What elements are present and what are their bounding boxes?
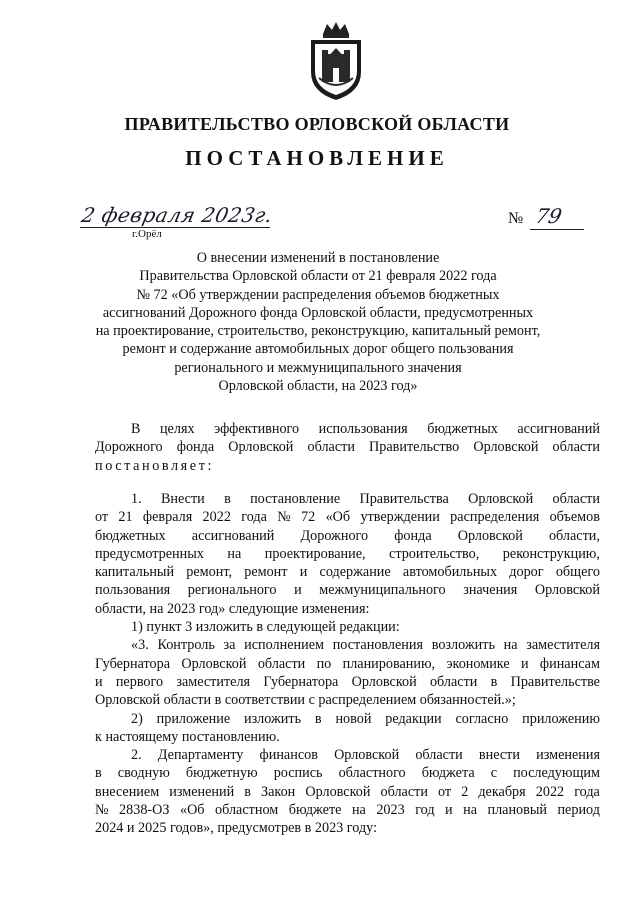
text-line: к настоящему постановлению. [95,728,280,745]
title-line: Орловской области, на 2023 год» [218,378,418,395]
text-line: капитальный ремонт, ремонт и содержание автомобильных дорог общего [95,564,600,581]
organization-name: ПРАВИТЕЛЬСТВО ОРЛОВСКОЙ ОБЛАСТИ [124,114,510,134]
text-line: области, на 2023 год» следующие изменения: [95,600,370,617]
handwritten-date: 2 февраля 2023г. [79,203,276,227]
title-line: на проектирование, строительство, реконструкцию, капитальный ремонт, [95,323,541,340]
date-underline [80,227,270,228]
text-line: 2. Департаменту финансов Орловской области внести изменения [131,747,600,764]
coat-of-arms-emblem [305,18,367,102]
title-line: ассигнований Дорожного фонда Орловской области, предусмотренных [102,304,534,321]
text-line: и первого заместителя Губернатора Орловской области в Правительстве [95,673,600,690]
preamble [95,420,600,475]
place-of-issue: г.Орёл [132,228,162,240]
text-line: от 21 февраля 2022 года № 72 «Об утверждении распределения объемов [95,509,600,526]
document-type: ПОСТАНОВЛЕНИЕ [185,146,449,170]
title-line: ремонт и содержание автомобильных дорог общего пользования [122,341,514,358]
text-line: 1. Внести в постановление Правительства Орловской области [131,491,600,507]
text-line: бюджетных ассигнований Дорожного фонда Орловской области, [95,527,600,544]
text-line: 2024 и 2025 годов», предусмотрев в 2023 году: [95,820,378,837]
text-line: Орловской области в соответствии с распределением обязанностей.»; [95,692,516,709]
text-line: «3. Контроль за исполнением постановления возложить на заместителя [131,637,600,654]
number-label: № [508,210,524,227]
number-underline [530,229,584,230]
title-line: О внесении изменений в постановление [196,250,440,266]
body-text [95,490,600,838]
title-line: № 72 «Об утверждении распределения объемов бюджетных [136,286,500,303]
text-line: № 2838-ОЗ «Об областном бюджете на 2023 год и на плановый период [95,802,600,819]
text-line: В целях эффективного использования бюджетных ассигнований [131,421,600,437]
text-line: внесением изменений в Закон Орловской области от 2 декабря 2022 года [95,783,600,800]
text-line: предусмотренных на проектирование, строительство, реконструкцию, [95,545,600,562]
text-line: 2) приложение изложить в новой редакции согласно приложению [131,710,600,727]
handwritten-number: 79 [533,204,565,228]
title-line: регионального и межмуниципального значения [174,359,462,376]
text-line: 1) пункт 3 изложить в следующей редакции: [131,619,400,636]
text-line: Губернатора Орловской области по планированию, экономике и финансам [95,655,600,672]
title-line: Правительства Орловской области от 21 февраля 2022 года [139,268,497,285]
text-line: постановляет: [95,457,215,474]
text-line: в сводную бюджетную роспись областного бюджета с последующим [95,765,600,782]
document-title [60,249,576,395]
text-line: Дорожного фонда Орловской области Правительство Орловской области [95,439,600,456]
text-line: пользования регионального и межмуниципального значения Орловской [95,582,600,599]
